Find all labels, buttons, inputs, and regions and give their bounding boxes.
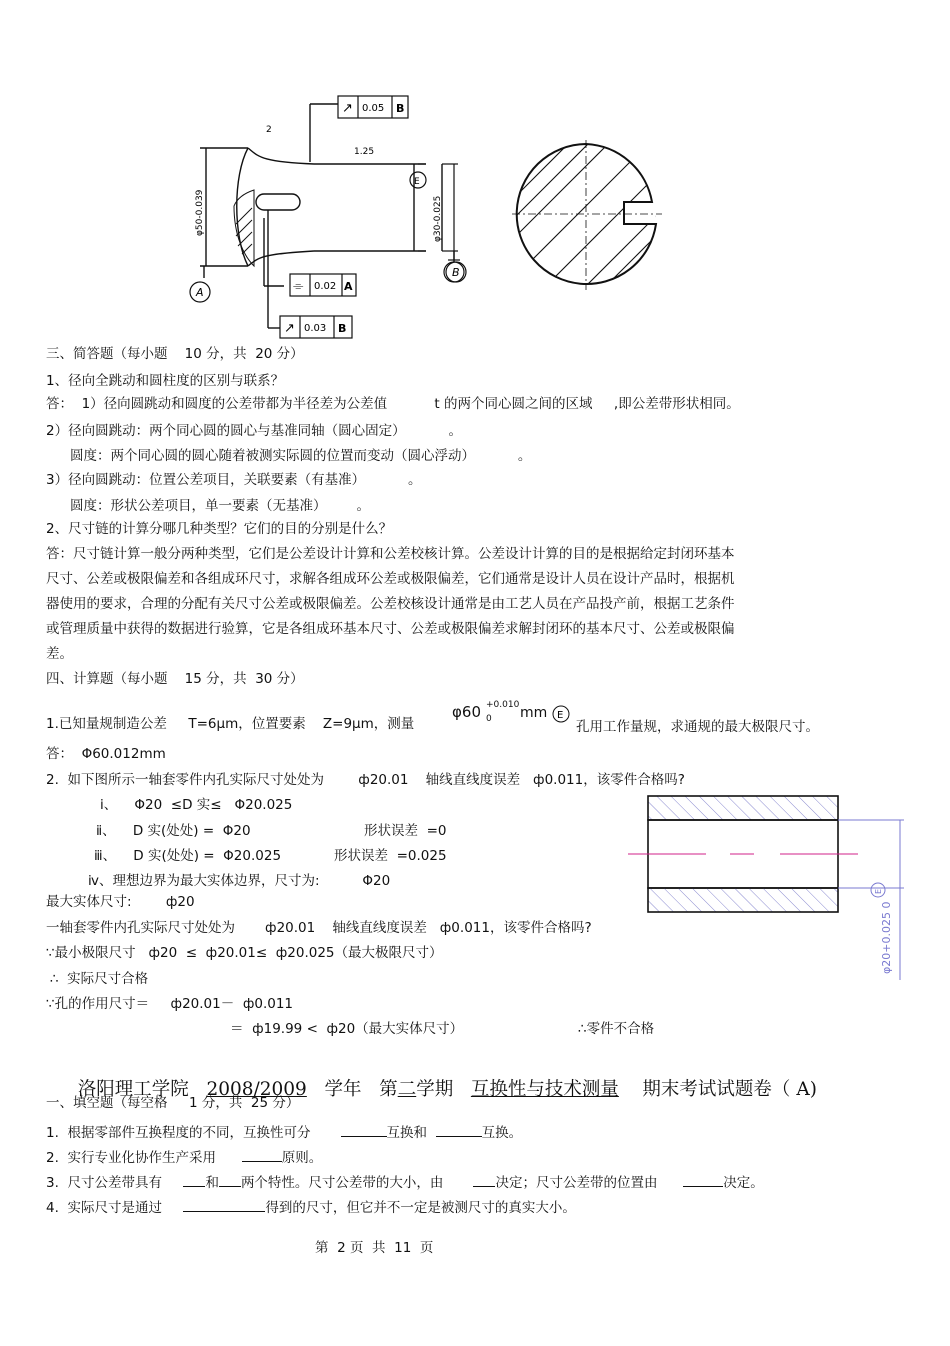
title-exam: 期末考试试题卷（ [642,1079,791,1100]
frame2-symbol: ⌯ [293,279,304,294]
section4-q1-phi: φ60 [452,703,481,721]
shaft-drawing-figure [178,96,460,336]
section4-r10b: ∴零件不合格 [578,1021,655,1037]
title-term-a: 第 [379,1079,398,1100]
frame3-value: 0.03 [304,323,327,334]
fill-q1-c: 互换。 [481,1125,523,1141]
title-xuenian: 学年 [324,1079,362,1100]
section3-a1-line1: 答： 1）径向圆跳动和圆度的公差带都为半径差为公差值 t 的两个同心圆之间的区域 ,即公差带形状相同。 [46,396,740,412]
sleeve-e-label: E [874,888,883,894]
sleeve-figure [622,790,912,985]
page-footer: 第 2 页 共 11 页 [315,1240,434,1256]
title-term-c: 学期 [416,1079,454,1100]
dim-left: φ50-0.039 [195,189,205,236]
fill-q1-b: 互换和 [386,1125,428,1141]
shaft-end-figure [418,160,468,280]
section3-a1-line4: 3）径向圆跳动：位置公差项目，关联要素（有基准） 。 [46,472,422,488]
fill-q3 [46,1172,764,1192]
section3-a2-line3: 器使用的要求，合理的分配有关尺寸公差或极限偏差。公差校核设计通常是由工艺人员在产品投产前，根据工艺条件 [46,596,735,612]
frame1-datum: B [396,102,405,115]
envelope-e-icon [552,705,570,723]
fill-q3-e: 决定。 [723,1175,764,1191]
circle-e-label: E [414,177,420,187]
section4-q1-part2: 孔用工作量规，求通规的最大极限尺寸。 [576,719,819,735]
section4-r8: ∴ 实际尺寸合格 [50,971,149,987]
section3-a2-line4: 或管理质量中获得的数据进行验算，它是各组成环基本尺寸、公差或极限偏差求解封闭环的基本尺寸、公差或极限偏 [46,621,735,637]
section3-q2: 2、尺寸链的计算分哪几种类型？它们的目的分别是什么？ [46,521,393,537]
fill-q4-b: 得到的尺寸，但它并不一定是被测尺寸的真实大小。 [265,1200,576,1216]
section4-heading: 四、计算题（每小题 15 分，共 30 分） [46,671,304,687]
fill-q2-blank[interactable] [242,1147,282,1162]
section3-a2-line1: 答：尺寸链计算一般分两种类型，它们是公差设计计算和公差校核计算。公差设计计算的目的是根据给定封闭环基本 [46,546,735,562]
title-school: 洛阳理工学院 [77,1079,189,1100]
fill-q4-blank[interactable] [183,1197,265,1212]
section4-q1-sup: +0.010 [486,700,520,710]
frame2-value: 0.02 [314,281,337,292]
section4-r5: 最大实体尺寸: ф20 [46,894,195,910]
fill-q4 [46,1197,576,1217]
section3-a1-line2: 2）径向圆跳动：两个同心圆的圆心与基准同轴（圆心固定） 。 [46,423,463,439]
fill-q3-blank3[interactable] [473,1172,495,1187]
envelope-e-label: E [557,710,564,721]
fill-q2-a: 2. 实行专业化协作生产采用 [46,1150,216,1166]
section3-heading: 三、简答题（每小题 10 分，共 20 分） [46,346,304,362]
section4-q1-part1: 1.已知量规制造公差 T=6μm，位置要素 Z=9μm，测量 [46,716,415,732]
frame3-datum: B [338,322,347,335]
section4-r9: ∵孔的作用尺寸＝ ф20.01－ ф0.011 [46,996,294,1012]
section4-r4: ⅳ、理想边界为最大实体边界，尺寸为: Φ20 [88,873,391,889]
dim-right: φ30-0.025 [433,195,443,242]
section4-q1-sub: 0 [486,714,492,724]
frame1-value: 0.05 [362,103,385,114]
section4-r7: ∵最小极限尺寸 ф20 ≤ ф20.01≤ ф20.025（最大极限尺寸） [46,945,443,961]
fill-q3-blank4[interactable] [683,1172,723,1187]
fill-q3-b: 和 [205,1175,219,1191]
section4-r6: 一轴套零件内孔实际尺寸处处为 ф20.01 轴线直线度误差 ф0.011，该零件合格吗? [46,920,592,936]
section4-r1: ⅰ、 Φ20 ≤D 实≤ Φ20.025 [100,797,293,813]
title-paper: A) [796,1079,817,1100]
roughness-label-2: 1.25 [354,147,375,157]
fill-q1-a: 1. 根据零部件互换程度的不同，互换性可分 [46,1125,311,1141]
fill-q2-b: 原则。 [281,1150,323,1166]
fill-q1 [46,1122,522,1142]
fill-q1-blank2[interactable] [436,1122,482,1137]
fill-q3-a: 3. 尺寸公差带具有 [46,1175,162,1191]
frame3-symbol: ↗ [284,321,295,336]
section3-a1-line3: 圆度：两个同心圆的圆心随着被测实际圆的位置而变动（圆心浮动） 。 [70,448,532,464]
cross-section-figure [512,140,662,290]
title-course: 互换性与技术测量 [470,1079,619,1100]
fill-q4-a: 4. 实际尺寸是通过 [46,1200,162,1216]
frame1-symbol: ↗ [342,101,353,116]
section4-q2: 2. 如下图所示一轴套零件内孔实际尺寸处处为 ф20.01 轴线直线度误差 ф0.011，该零件合格吗? [46,772,685,788]
frame2-datum: A [344,280,353,293]
section4-r3b: 形状误差 =0.025 [334,848,447,864]
datum-a-label: A [196,286,204,299]
title-term-b: 二 [397,1079,417,1100]
sleeve-dim-label: φ20+0.025 0 [880,901,893,974]
section3-q1: 1、径向全跳动和圆柱度的区别与联系？ [46,373,285,389]
fill-q2 [46,1147,322,1167]
section1-heading: 一、填空题（每空格 1 分，共 25 分） [46,1095,300,1111]
fill-q1-blank1[interactable] [341,1122,387,1137]
section4-r3a: ⅲ、 D 实(处处) = Φ20.025 [94,848,282,864]
section3-a1-line5: 圆度：形状公差项目，单一要素（无基准） 。 [70,498,371,514]
section4-r10a: ＝ ф19.99 < ф20（最大实体尺寸） [230,1021,464,1037]
section3-a2-line2: 尺寸、公差或极限偏差和各组成环尺寸，求解各组成环公差或极限偏差，它们通常是设计人员在设计产品时，根据机 [46,571,735,587]
section4-a1: 答： Φ60.012mm [46,746,166,762]
fill-q3-d: 决定；尺寸公差带的位置由 [495,1175,658,1191]
section3-a2-line5: 差。 [46,646,73,662]
section4-r2a: ⅱ、 D 实(处处) = Φ20 [96,823,251,839]
datum-b-label: B [452,266,460,279]
fill-q3-c: 两个特性。尺寸公差带的大小，由 [240,1175,444,1191]
fill-q3-blank2[interactable] [219,1172,241,1187]
section4-r2b: 形状误差 =0 [364,823,447,839]
roughness-label-1: 2 [266,125,272,135]
section4-q1-mm: mm [520,705,548,721]
title-year: 2008/2009 [206,1079,307,1100]
fill-q3-blank1[interactable] [183,1172,205,1187]
